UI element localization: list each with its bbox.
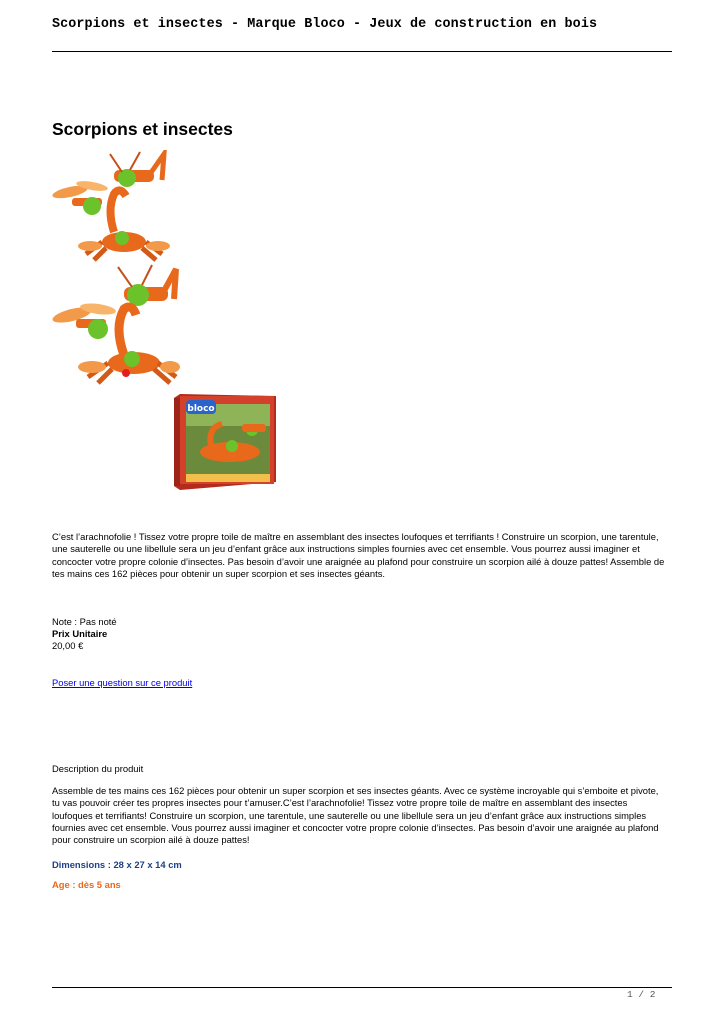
product-description-paragraph: Assemble de tes mains ces 162 pièces pour obtenir un super scorpion et ses insectes géants. Avec ce système incroyable qui s’emboite et pivote, tu vas pouvoir créer tes propres insectes pour t’amuser.C’est l’arachnofolie! Tissez votre propre toile de maître en assemblant des insectes loufoques et terrifiants! Construire un scorpion, une tarentule, une sauterelle ou une libellule sera un jeu d’enfant grâce aux instructions simples fournies avec cet ensemble. Vous pourrez aussi imaginer et concocter votre propre colonie d’insectes. Pas besoin d’avoir une araignée au plafond pour construire un scorpion ailé à douze pattes! xyxy=(52,785,659,846)
product-intro-paragraph: C’est l’arachnofolie ! Tissez votre propre toile de maître en assemblant des insectes loufoques et terrifiants ! Construire un scorpion, une tarentule, une sauterelle ou une libellule sera un jeu d’enfant grâce aux instructions simples fournies avec cet ensemble. Vous pourrez aussi imaginer et concocter votre propre colonie d’insectes. Pas besoin d’avoir une araignée au plafond pour construire un scorpion ailé à douze pattes! Assemble de tes mains ces 162 pièces pour obtenir un super scorpion et ses insectes géants. xyxy=(52,531,665,579)
ask-question-link[interactable]: Poser une question sur ce produit xyxy=(52,677,193,688)
header-rule xyxy=(52,51,672,52)
product-image-insects xyxy=(52,150,172,262)
price-label: Prix Unitaire xyxy=(52,628,108,639)
rating-text: Note : Pas noté xyxy=(52,616,117,627)
product-box-image xyxy=(172,394,276,492)
product-image-scorpion-set xyxy=(52,263,180,385)
age-text: Age : dès 5 ans xyxy=(52,879,121,890)
product-title: Scorpions et insectes xyxy=(52,119,233,139)
description-heading: Description du produit xyxy=(52,763,144,774)
footer-rule xyxy=(52,987,672,988)
box-logo-text: bloco xyxy=(187,404,215,414)
dimensions-text: Dimensions : 28 x 27 x 14 cm xyxy=(52,859,182,870)
page-header-title: Scorpions et insectes - Marque Bloco - Jeux de construction en bois xyxy=(52,17,598,32)
price-value: 20,00 € xyxy=(52,640,84,651)
page-number: 1 / 2 xyxy=(627,989,656,1000)
